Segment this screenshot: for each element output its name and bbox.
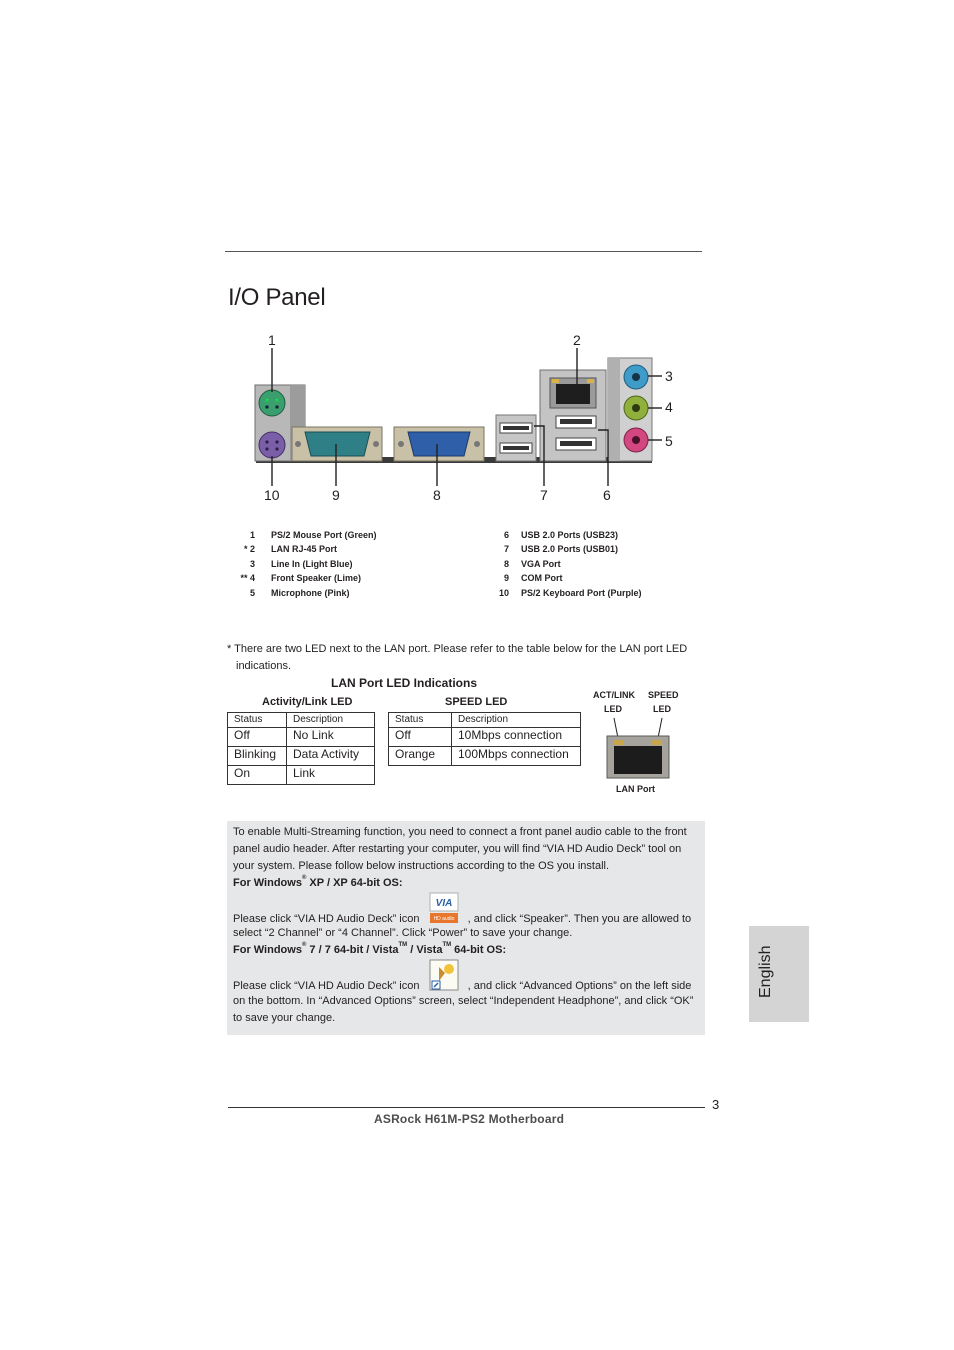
activity-table-title: Activity/Link LED	[262, 696, 353, 708]
speed-led-label: LED	[653, 704, 671, 714]
header-cell: Description	[287, 713, 375, 728]
led-note-line1: * There are two LED next to the LAN port. Please refer to the table below for the LAN port LED	[227, 643, 688, 655]
legend-text: COM Port	[521, 573, 563, 583]
language-tab	[749, 926, 809, 1022]
callout-3: 3	[665, 368, 673, 384]
speed-table-title: SPEED LED	[445, 696, 508, 708]
com-port	[305, 432, 370, 456]
page-number: 3	[712, 1097, 720, 1112]
legend-text: USB 2.0 Ports (USB01)	[521, 544, 619, 554]
callout-9: 9	[332, 487, 340, 503]
callout-8: 8	[433, 487, 441, 503]
act-link-label: ACT/LINK	[593, 690, 635, 700]
callout-2: 2	[573, 332, 581, 348]
legend-num: 9	[503, 573, 509, 583]
legend-text: USB 2.0 Ports (USB23)	[521, 530, 619, 540]
header-cell: Status	[228, 713, 287, 728]
bottom-rule	[228, 1107, 705, 1108]
multi-streaming-info-box	[227, 821, 705, 1035]
xp-instructions: Please click “VIA HD Audio Deck” icon VIA HD audio , and click “Speaker”. Then you are allowed to	[233, 892, 701, 925]
status-cell: On	[228, 766, 287, 785]
act-led-label: LED	[604, 704, 622, 714]
table-row	[228, 747, 375, 766]
legend-text: VGA Port	[521, 559, 561, 569]
svg-text:VIA: VIA	[435, 898, 452, 909]
speed-label: SPEED	[648, 690, 679, 700]
header-cell: Description	[452, 713, 581, 728]
legend-text: Line In (Light Blue)	[271, 559, 353, 569]
lan-port-caption: LAN Port	[616, 784, 655, 794]
vista-heading: For Windows® 7 / 7 64-bit / Vista™ / Vista™ 64-bit OS:	[233, 942, 507, 956]
status-cell: Off	[228, 728, 287, 747]
language-tab-label: English	[757, 945, 774, 998]
description-cell: Link	[287, 766, 375, 785]
header-cell: Status	[389, 713, 452, 728]
legend-num: 3	[249, 559, 255, 569]
description-cell: 100Mbps connection	[452, 747, 581, 766]
vista-instructions: Please click “VIA HD Audio Deck” icon , and click “Advanced Options” on the left side	[233, 959, 701, 993]
callout-7: 7	[540, 487, 548, 503]
port-legend	[225, 530, 705, 605]
callout-4: 4	[665, 399, 673, 415]
legend-num: 5	[249, 588, 255, 598]
description-cell: No Link	[287, 728, 375, 747]
description-cell: 10Mbps connection	[452, 728, 581, 747]
legend-text: LAN RJ-45 Port	[271, 544, 338, 554]
vga-port	[408, 432, 470, 456]
description-cell: Data Activity	[287, 747, 375, 766]
table-row	[389, 747, 581, 766]
table-row	[389, 728, 581, 747]
legend-text: Microphone (Pink)	[271, 588, 350, 598]
xp-heading: For Windows® XP / XP 64-bit OS:	[233, 875, 403, 889]
callout-5: 5	[665, 433, 673, 449]
usb01-stack	[496, 415, 536, 461]
status-cell: Blinking	[228, 747, 287, 766]
lan-port-icon	[604, 718, 672, 780]
table-header-row	[228, 713, 375, 728]
page-title: I/O Panel	[228, 284, 326, 311]
legend-num: 10	[498, 588, 509, 598]
table-row	[228, 728, 375, 747]
legend-num: 6	[503, 530, 509, 540]
via-hd-audio-deck-icon[interactable]	[429, 892, 459, 922]
footer-title: ASRock H61M-PS2 Motherboard	[374, 1112, 565, 1126]
activity-led-table	[227, 712, 375, 785]
legend-num: 7	[503, 544, 509, 554]
info-intro: To enable Multi-Streaming function, you need to connect a front panel audio cable to the front panel audio header. After restarting your computer, you will find “VIA HD Audio Deck” tool on your system. Please follow below instructions according to the OS you install.	[233, 826, 687, 872]
legend-text: PS/2 Mouse Port (Green)	[271, 530, 377, 540]
legend-num: ** 4	[240, 573, 255, 583]
legend-num: 1	[249, 530, 255, 540]
status-cell: Orange	[389, 747, 452, 766]
speed-led-table	[388, 712, 581, 766]
callout-6: 6	[603, 487, 611, 503]
callout-1: 1	[268, 332, 276, 348]
table-row	[228, 766, 375, 785]
led-note-line2: indications.	[236, 660, 292, 672]
legend-num: * 2	[243, 544, 255, 554]
ps2-mouse-port	[259, 390, 285, 416]
svg-text:HD audio: HD audio	[433, 916, 454, 922]
callout-10: 10	[264, 487, 280, 503]
table-header-row	[389, 713, 581, 728]
legend-text: PS/2 Keyboard Port (Purple)	[521, 588, 642, 598]
status-cell: Off	[389, 728, 452, 747]
xp-instructions-cont: select “2 Channel” or “4 Channel”. Click “Power” to save your change.	[233, 927, 573, 939]
legend-num: 8	[503, 559, 509, 569]
ps2-keyboard-port	[259, 432, 285, 458]
lan-table-title: LAN Port LED Indications	[331, 676, 478, 690]
legend-text: Front Speaker (Lime)	[271, 573, 362, 583]
vista-instructions-cont: on the bottom. In “Advanced Options” screen, select “Independent Headphone”, and click “OK” to save your change.	[233, 995, 694, 1024]
top-rule	[225, 251, 702, 252]
io-panel-diagram	[250, 330, 690, 510]
led-note	[227, 641, 707, 675]
audio-deck-shortcut-icon[interactable]	[429, 959, 459, 989]
